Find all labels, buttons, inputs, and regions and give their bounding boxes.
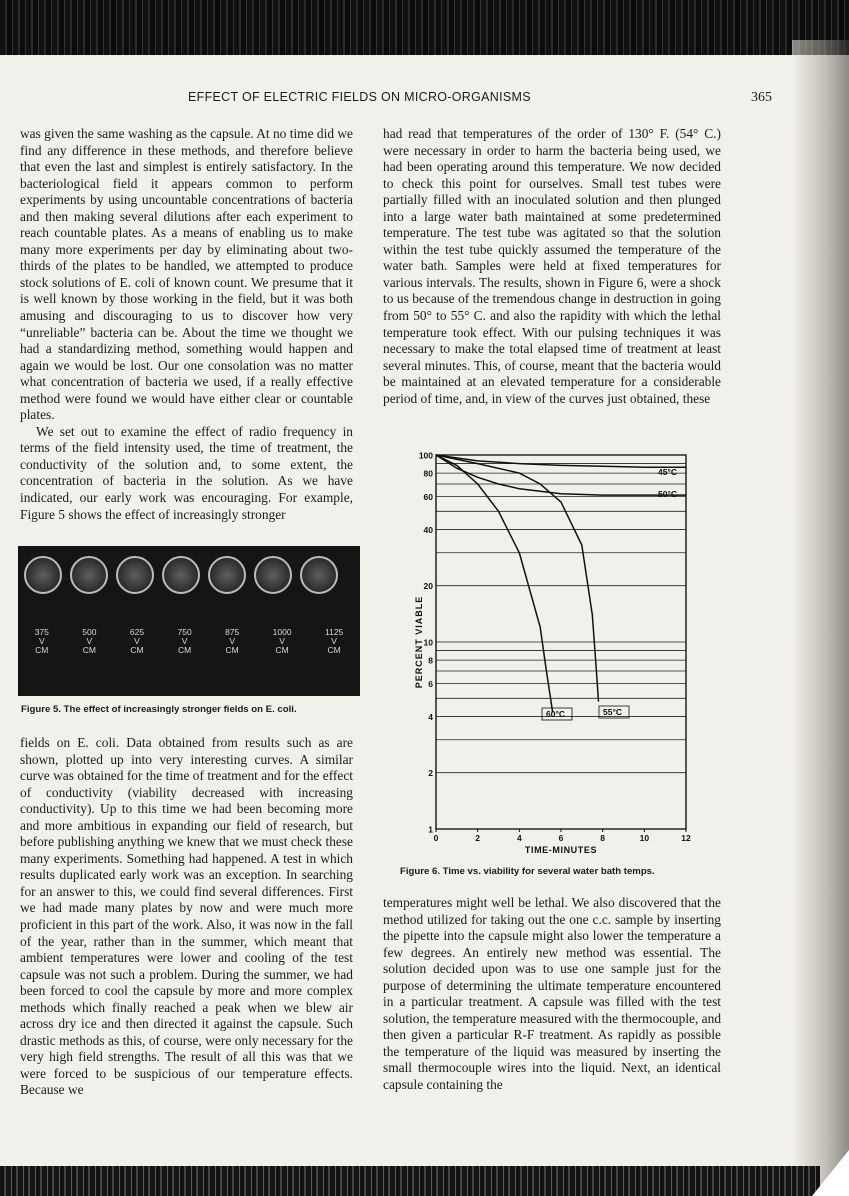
agar-plate — [162, 556, 200, 594]
agar-plate — [208, 556, 246, 594]
field-label-part: 750 — [177, 627, 192, 637]
field-strength-label — [325, 628, 343, 655]
y-tick-label: 8 — [428, 655, 433, 666]
paragraph: We set out to examine the effect of radio frequency in terms of the field intensity used, the time of treatment, the conductivity of the solution and, to some extent, the concentration of bacteria in the solution. As we have indicated, our early work was encouraging. For example, Figure 5 shows the effect of increasingly stronger — [20, 423, 353, 522]
left-column-top — [20, 126, 353, 523]
field-label-part: CM — [130, 645, 144, 655]
y-tick-label: 6 — [428, 678, 433, 689]
x-tick-label: 12 — [681, 833, 691, 843]
x-tick-label: 2 — [475, 833, 481, 843]
field-label-part: V — [38, 636, 45, 646]
field-label-part: 1000 — [272, 627, 292, 637]
y-tick-label: 40 — [423, 524, 433, 535]
field-strength-label — [130, 628, 144, 655]
field-label-part: 500 — [82, 627, 97, 637]
field-strength-labels — [18, 628, 360, 655]
agar-plate — [116, 556, 154, 594]
paragraph: temperatures might well be lethal. We also discovered that the method utilized for taking out the one c.c. sample by inserting the pipette into the capsule might also lower the temperature a few degrees. An entirely new method was essential. The solution decided upon was to use one sample just for the purpose of determining the ultimate temperature encountered in a particular treatment. A capsule was filled with the test solution, the temperature measured with the thermocouple, and then given a particular R-F treatment. As rapidly as possible the temperature of the liquid was measured by inserting the small thermocouple wires into the liquid. Next, an identical capsule containing the — [383, 895, 722, 1093]
series-label: 55°C — [603, 707, 622, 717]
x-axis-label: TIME-MINUTES — [524, 845, 598, 855]
y-tick-label: 60 — [423, 491, 433, 502]
figure-6-caption: Figure 6. Time vs. viability for several water bath temps. — [400, 866, 655, 877]
x-tick-label: 0 — [433, 833, 439, 843]
x-tick-label: 8 — [600, 833, 606, 843]
page-corner — [812, 1150, 849, 1196]
field-label-part: 375 — [34, 627, 49, 637]
left-column-bottom — [20, 735, 353, 1099]
field-label-part: 1125 — [325, 627, 344, 637]
series-label: 50°C — [658, 489, 677, 499]
agar-plate — [300, 556, 338, 594]
scan-bottom-edge — [0, 1166, 820, 1196]
y-axis-label: PERCENT VIABLE — [414, 595, 424, 689]
field-label-part: V — [134, 636, 140, 646]
y-tick-label: 10 — [423, 637, 433, 648]
paragraph: fields on E. coli. Data obtained from results such as are shown, plotted up into very interesting curves. A similar curve was obtained for the time of treatment and for the effect of conductivity (viability decreased with increasing conductivity). Up to this time we had been becoming more and more ambitious in expanding our field of research, but before publishing anything we knew that we must check these many experiments. Something had happened. A test in which results duplicated early work was an exception. In searching for an answer to this, we could find several differences. First we had made many plates by now and were much more proficient in this part of the work. Also, it was now in the fall of the year, rather than in the summer, which meant that ambient temperatures were lower and cooling of the test capsule was not such a problem. During the summer, we had been forced to cool the capsule by more and more complex methods which finally reached a peak when we blew air across dry ice and then directed it against the capsule. Such drastic methods as this, of course, were only necessary for the very high field strengths. The result of all this was that we were forced to be suspicious of our temperature effects. Because we — [20, 735, 353, 1098]
figure-6-chart — [396, 445, 726, 865]
field-strength-label — [273, 628, 292, 655]
series-label: 60°C — [546, 709, 565, 719]
y-tick-label: 80 — [423, 468, 433, 479]
x-tick-label: 6 — [558, 833, 564, 843]
paragraph: had read that temperatures of the order of 130° F. (54° C.) were necessary in order to harm the bacteria being used, we had been operating around this temperature. We now decided to check this point for ourselves. Small test tubes were partially filled with an inoculated solution and then plunged into a large water bath maintained at some predetermined temperature. The test tube was agitated so that the solution within the test tube quickly assumed the temperature of the water bath. Samples were held at fixed temperatures for various intervals. The results, shown in Figure 6, were a shock to us because of the tremendous change in destruction in going from 50° to 55° C. and also the rapidity with which the lethal temperature took effect. With our pulsing techniques it was necessary to make the total elapsed time of treatment at least several minutes. This, of course, meant that the bacteria would be maintained at an elevated temperature for a considerable period of time, and, in view of the curves just obtained, these — [383, 126, 721, 406]
field-label-part: CM — [327, 645, 341, 655]
series-line — [436, 455, 686, 467]
y-tick-label: 2 — [428, 768, 433, 779]
field-strength-label — [177, 628, 191, 655]
figure-5-caption: Figure 5. The effect of increasingly stronger fields on E. coli. — [21, 704, 297, 715]
series-label: 45°C — [658, 467, 677, 477]
y-tick-label: 4 — [428, 711, 433, 722]
y-tick-label: 100 — [418, 450, 433, 461]
field-label-part: 625 — [129, 627, 145, 637]
field-label-part: CM — [35, 645, 49, 655]
x-tick-label: 10 — [639, 833, 650, 843]
field-label-part: V — [279, 636, 285, 646]
scan-top-edge — [0, 0, 849, 55]
field-label-part: CM — [275, 645, 289, 655]
paragraph: was given the same washing as the capsule. At no time did we find any difference in these methods, and therefore believe that even the last and simplest is entirely satisfactory. In the bacteriological field it appears common to perform experiments by using uncountable concentrations of bacteria and then making several dilutions after each experiment to reach countable plates. As a means of enabling us to make many more experiments per day by eliminating about two-thirds of the plates to be handled, we attempted to produce stock solutions of E. coli of known count. We presume that it is well known by those working in the field, but it was both amusing and discouraging to us to discover how very “unreliable” bacteria can be. About the time we thought we had a standardizing method, something would happen and again we would be lost. Our one consolation was no matter what concentration of bacteria we used, if a really effective method were found we would have either clear or countable plates. — [20, 126, 353, 423]
series-line — [436, 455, 553, 713]
y-tick-label: 1 — [428, 824, 433, 835]
field-strength-label — [35, 628, 49, 655]
field-label-part: V — [86, 636, 93, 646]
agar-plate — [254, 556, 292, 594]
field-label-part: 875 — [225, 627, 240, 637]
x-tick-label: 4 — [516, 833, 522, 843]
series-line — [436, 455, 599, 702]
figure-5-photo — [18, 546, 360, 696]
field-label-part: V — [331, 636, 337, 646]
right-column-top — [383, 126, 721, 407]
field-label-part: V — [229, 636, 235, 646]
field-label-part: CM — [225, 645, 239, 655]
field-label-part: CM — [177, 645, 192, 655]
y-tick-label: 20 — [423, 581, 433, 592]
page-number: 365 — [751, 90, 772, 105]
scan-right-edge — [792, 40, 849, 1196]
field-label-part: CM — [82, 645, 96, 655]
field-label-part: V — [181, 636, 188, 646]
running-title: EFFECT OF ELECTRIC FIELDS ON MICRO-ORGANISMS — [188, 90, 531, 104]
field-strength-label — [225, 628, 239, 655]
agar-plate — [70, 556, 108, 594]
right-column-bottom — [383, 895, 721, 1094]
field-strength-label — [82, 628, 96, 655]
agar-plate — [24, 556, 62, 594]
